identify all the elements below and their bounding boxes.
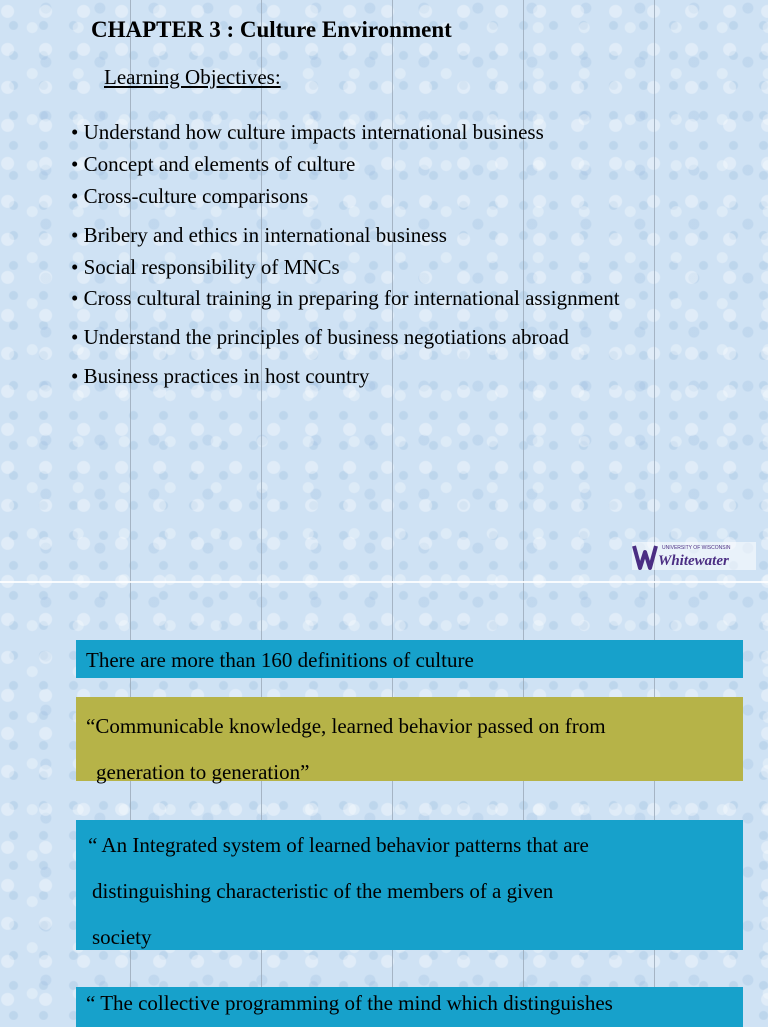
logo-top-text: UNIVERSITY OF WISCONSIN <box>662 545 731 551</box>
definition-1-line-2: generation to generation” <box>96 760 310 784</box>
logo-main-text: Whitewater <box>658 553 729 569</box>
definition-box-3 <box>76 987 743 1027</box>
chapter-title: CHAPTER 3 : Culture Environment <box>91 17 452 42</box>
slide-divider <box>0 581 768 583</box>
definition-1-line-1: “Communicable knowledge, learned behavior passed on from <box>86 714 606 738</box>
definitions-intro: There are more than 160 definitions of culture <box>86 648 474 672</box>
definitions-intro-box <box>76 640 743 678</box>
objective-item: • Understand the principles of business negotiations abroad <box>71 325 569 349</box>
objective-item: • Understand how culture impacts international business <box>71 120 544 144</box>
definition-box-2 <box>76 820 743 950</box>
objectives-heading: Learning Objectives: <box>104 65 281 89</box>
definition-2-line-1: “ An Integrated system of learned behavior patterns that are <box>88 833 589 857</box>
definition-3-line-1: “ The collective programming of the mind which distinguishes <box>86 991 613 1015</box>
objective-item: • Cross-culture comparisons <box>71 184 309 208</box>
definition-box-1 <box>76 697 743 784</box>
definition-2-line-3: society <box>92 925 152 949</box>
objective-item: • Cross cultural training in preparing for international assignment <box>71 286 620 310</box>
objective-item: • Bribery and ethics in international business <box>71 223 447 247</box>
whitewater-logo <box>632 540 756 572</box>
objective-item: • Business practices in host country <box>71 364 370 388</box>
objective-item: • Social responsibility of MNCs <box>71 255 340 279</box>
objective-item: • Concept and elements of culture <box>71 152 356 176</box>
definition-2-line-2: distinguishing characteristic of the members of a given <box>92 879 554 903</box>
